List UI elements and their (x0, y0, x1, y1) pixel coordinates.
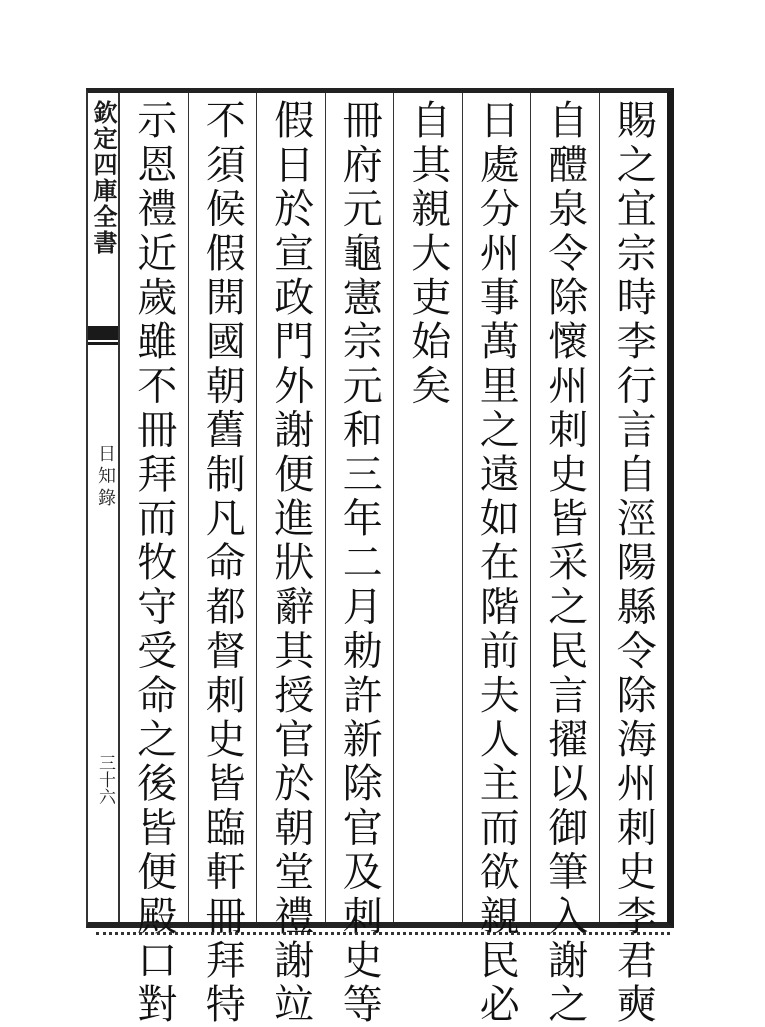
column-text: 假日於宣政門外謝便進狀辭其授官於朝堂禮謝竝 (267, 99, 314, 1027)
fish-tail-mark (88, 326, 118, 340)
column-text: 自其親大吏始矣 (404, 99, 451, 409)
fish-tail-line (88, 342, 118, 345)
text-columns (120, 93, 667, 1027)
margin-book-title: 日知錄 (95, 444, 116, 510)
text-column (256, 93, 325, 1027)
text-column (462, 93, 531, 1027)
column-text: 自醴泉令除懷州刺史皆采之民言擢以御筆入謝之 (541, 99, 588, 1027)
text-column (393, 93, 462, 922)
text-column (530, 93, 599, 1027)
margin-page-number: 三十六 (95, 754, 115, 805)
column-text: 日處分州事萬里之遠如在階前夫人主而欲親民必 (473, 99, 520, 1027)
column-text: 不須候假開國朝舊制凡命都督刺史皆臨軒冊拜特 (199, 99, 246, 1027)
column-text: 冊府元龜憲宗元和三年二月勅許新除官及刺史等 (336, 99, 383, 1027)
margin-title: 欽定四庫全書 (89, 100, 118, 256)
text-column (120, 93, 188, 1027)
text-column (599, 93, 668, 1027)
bottom-border-dots (96, 928, 670, 935)
text-column (188, 93, 257, 1027)
column-text: 賜之宜宗時李行言自涇陽縣令除海州刺史李君奭 (610, 99, 657, 1027)
column-text: 示恩禮近歲雖不冊拜而牧守受命之後皆便殿口對 (130, 99, 177, 1027)
text-column (325, 93, 394, 1027)
